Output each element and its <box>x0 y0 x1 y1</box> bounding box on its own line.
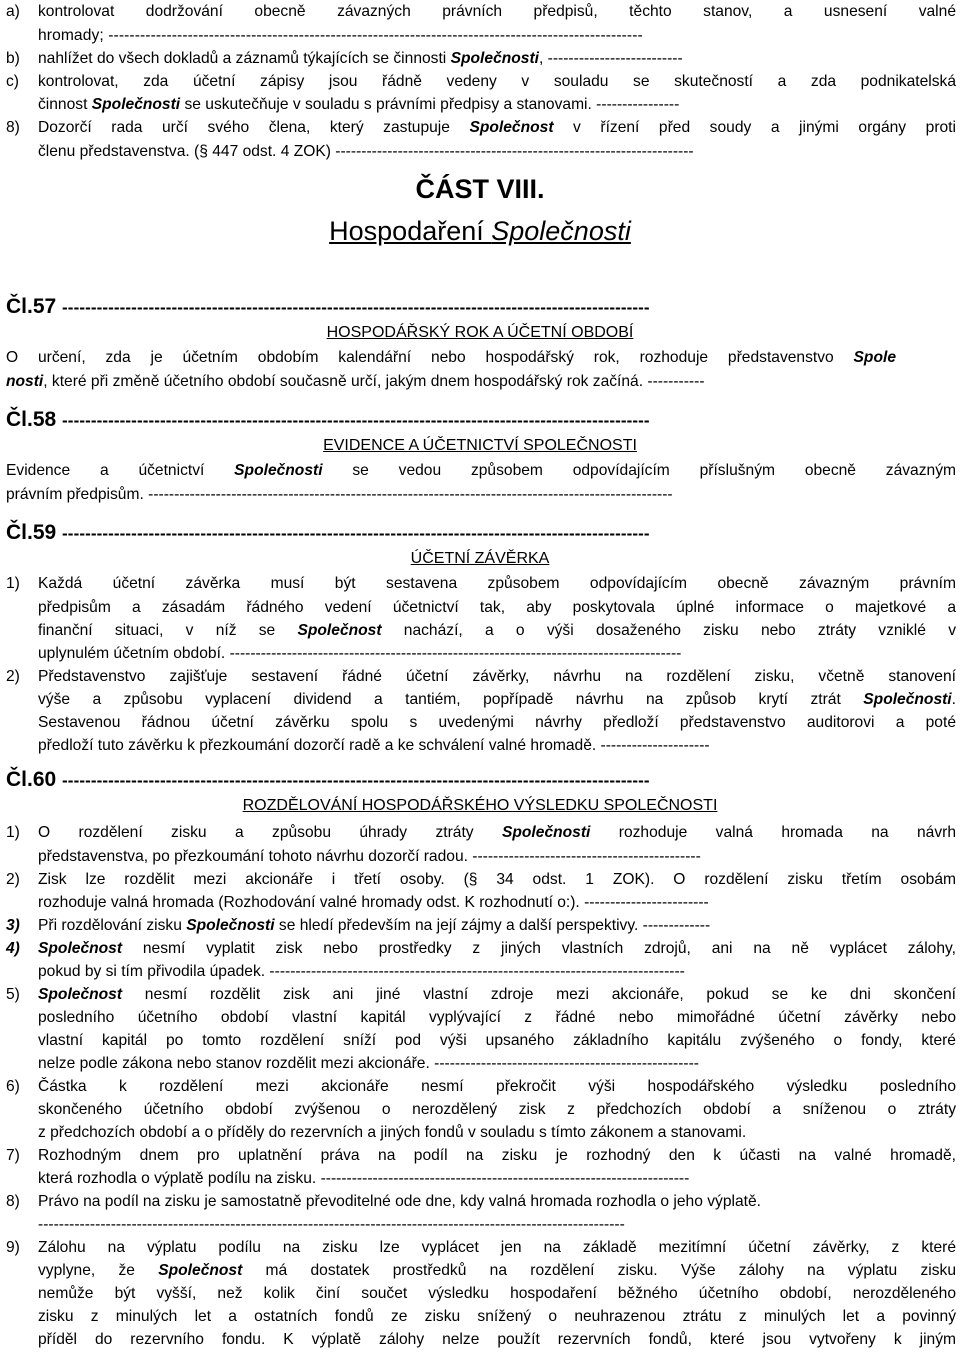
spolecnost-term: Společnosti <box>91 96 181 113</box>
item-a-line2: hromady; ----------------------------------------------------------------------------------------------------- <box>38 27 643 44</box>
article-60-p9-line4: zisku z minulých let a ostatních fondů ze zisku snížený o neuhrazenou ztrátu z minulých let a povinný <box>38 1308 956 1325</box>
article-57-line2: nosti, které při změně účetního období současně určí, jakým dnem hospodářský rok začíná. ----------- <box>6 373 705 390</box>
article-59-p1-line3: finanční situaci, v níž se Společnost nachází, a o výši dosaženého zisku nebo ztráty vzniklé v <box>38 622 956 639</box>
item-c-line2: činnost Společnosti se uskutečňuje v souladu s právními předpisy a stanovami. ---------------- <box>38 96 680 113</box>
article-60-p1-line2: představenstva, po přezkoumání tohoto návrhu dozorčí radou. -------------------------------------------- <box>38 848 701 865</box>
spolecnost-term: Společnost <box>158 1262 243 1279</box>
paragraph-label-1: 1) <box>6 575 20 592</box>
article-60-p8-line2: ----------------------------------------------------------------------------------------------------------------- <box>38 1216 625 1233</box>
paragraph-label-2: 2) <box>6 668 20 685</box>
spolecnost-term: Společnost <box>38 940 123 957</box>
article-60-p4-line2: pokud by si tím přivodila úpadek. -------------------------------------------------------------------------------- <box>38 963 685 980</box>
article-60-p3-line1: Při rozdělování zisku Společnosti se hledí především na její zájmy a další perspektivy. ------------- <box>38 917 711 934</box>
article-57-number: Čl.57 ------------------------------------------------------------------------------------------------------ <box>6 295 650 318</box>
article-59-p2-line1: Představenstvo zajišťuje sestavení řádné účetní závěrky, návrhu na rozdělení zisku, včetně stanovení <box>38 668 956 685</box>
article-60-p8-line1: Právo na podíl na zisku je samostatně převoditelné ode dne, kdy valná hromada rozhodla o jeho výplatě. <box>38 1193 761 1210</box>
article-59-heading: ÚČETNÍ ZÁVĚRKA <box>410 550 550 567</box>
article-59-number: Čl.59 ------------------------------------------------------------------------------------------------------ <box>6 521 650 544</box>
article-60-p6-line2: skončeného účetního období zvýšenou o nerozdělený zisk z předchozích období a sníženou o ztráty <box>38 1101 956 1118</box>
paragraph-8-line2: členu představenstva. (§ 447 odst. 4 ZOK) --------------------------------------------------------------------- <box>38 143 694 160</box>
paragraph-label-6: 6) <box>6 1078 20 1095</box>
article-60-p7-line2: která rozhodla o výplatě podílu na zisku. ----------------------------------------------------------------------- <box>38 1170 690 1187</box>
article-58-line1: Evidence a účetnictví Společnosti se vedou způsobem odpovídajícím příslušným obecně závazným <box>6 462 956 479</box>
item-label-c: c) <box>6 73 19 90</box>
article-60-p6-line3: z předchozích období a o příděly do rezervních a jiných fondů v souladu s tímto zákonem a stanovami. <box>38 1124 747 1141</box>
paragraph-label-5: 5) <box>6 986 20 1003</box>
paragraph-label-2: 2) <box>6 871 20 888</box>
article-57-heading: HOSPODÁŘSKÝ ROK A ÚČETNÍ OBDOBÍ <box>326 324 634 341</box>
spolecnost-term: Společnosti <box>863 691 952 708</box>
spolecnost-term: Společnost <box>297 622 382 639</box>
item-label-a: a) <box>6 3 20 20</box>
item-b-line: nahlížet do všech dokladů a záznamů týkajících se činnosti Společnosti, -------------------------- <box>38 50 683 67</box>
article-57-line1: O určení, zda je účetním obdobím kalendářní nebo hospodářský rok, rozhoduje představenstvo Spole <box>6 349 896 366</box>
part-subtitle: Hospodaření Společnosti <box>329 216 631 246</box>
item-label-b: b) <box>6 50 20 67</box>
paragraph-label-8: 8) <box>6 119 20 136</box>
article-60-p5-line3: vlastní kapitál po tomto rozdělení sníží pod výši upsaného základního kapitálu zvýšeného o fondy, které <box>38 1032 956 1049</box>
paragraph-8-line1: Dozorčí rada určí svého člena, který zastupuje Společnost v řízení před soudy a jinými orgány proti <box>38 119 956 136</box>
item-c-line1: kontrolovat, zda účetní zápisy jsou řádně vedeny v souladu se skutečností a zda podnikatelská <box>38 73 956 90</box>
spolecnost-term: Společnosti <box>501 824 591 841</box>
article-59-p2-line2: výše a způsobu vyplacení dividend a tantiém, popřípadě návrhu na způsob krytí ztrát Společnosti. <box>38 691 956 708</box>
article-60-p9-line2: vyplyne, že Společnost má dostatek prostředků na rozdělení zisku. Výše zálohy na výplatu zisku <box>38 1262 956 1279</box>
spolecnost-term: Společnost <box>469 119 554 136</box>
article-59-p1-line4: uplynulém účetním období. --------------------------------------------------------------------------------------- <box>38 645 682 662</box>
article-59-p1-line1: Každá účetní závěrka musí být sestavena způsobem odpovídajícím obecně závazným právním <box>38 575 956 592</box>
article-59-p1-line2: předpisům a zásadám řádného vedení účetnictví tak, aby poskytovala úplné informace o majetkové a <box>38 599 956 616</box>
spolecnost-term: Společnosti <box>450 50 539 67</box>
article-58-number: Čl.58 ------------------------------------------------------------------------------------------------------ <box>6 408 650 431</box>
article-60-p7-line1: Rozhodným dnem pro uplatnění práva na podíl na zisku je rozhodný den k účasti na valné hromadě, <box>38 1147 956 1164</box>
article-60-p9-line5: příděl do rezervního fondu. K výplatě zálohy nelze použít rezervních fondů, které jsou vytvořeny k jiným <box>38 1331 956 1348</box>
paragraph-label-4: 4) <box>6 940 20 957</box>
article-60-number: Čl.60 ------------------------------------------------------------------------------------------------------ <box>6 768 650 791</box>
article-59-p2-line4: předloží tuto závěrku k přezkoumání dozorčí radě a ke schválení valné hromadě. --------------------- <box>38 737 710 754</box>
article-60-p2-line1: Zisk lze rozdělit mezi akcionáře i třetí osoby. (§ 34 odst. 1 ZOK). O rozdělení zisku třetím osobám <box>38 871 956 888</box>
spolecnost-term: Společnosti <box>234 462 323 479</box>
paragraph-label-3: 3) <box>6 917 20 934</box>
paragraph-label-1: 1) <box>6 824 20 841</box>
article-59-p2-line3: Sestavenou řádnou účetní závěrku spolu s uvedenými návrhy předloží představenstvo auditorovi a poté <box>38 714 956 731</box>
paragraph-label-7: 7) <box>6 1147 20 1164</box>
article-60-p5-line1: Společnost nesmí rozdělit zisk ani jiné vlastní zdroje mezi akcionáře, pokud se ke dni skončení <box>38 986 956 1003</box>
article-58-heading: EVIDENCE A ÚČETNICTVÍ SPOLEČNOSTI <box>323 437 637 454</box>
article-60-p5-line4: nelze podle zákona nebo stanov rozdělit mezi akcionáře. --------------------------------------------------- <box>38 1055 699 1072</box>
paragraph-label-9: 9) <box>6 1239 20 1256</box>
article-60-p6-line1: Částka k rozdělení mezi akcionáře nesmí překročit výši hospodářského výsledku posledního <box>38 1078 956 1095</box>
spolecnost-term: Společnost <box>38 986 123 1003</box>
spolecnost-term: Společnosti <box>186 917 275 934</box>
article-58-line2: právním předpisům. ----------------------------------------------------------------------------------------------------- <box>6 486 673 503</box>
article-60-p9-line3: nemůže být vyšší, než kolik činí součet výsledku hospodaření běžného účetního období, nerozděleného <box>38 1285 956 1302</box>
article-60-p1-line1: O rozdělení zisku a způsobu úhrady ztráty Společnosti rozhoduje valná hromada na návrh <box>38 824 956 841</box>
item-a-line1: kontrolovat dodržování obecně závazných právních předpisů, těchto stanov, a usnesení valné <box>38 3 956 20</box>
article-60-p9-line1: Zálohu na výplatu podílu na zisku lze vyplácet jen na základě mezitímní účetní závěrky, z které <box>38 1239 956 1256</box>
article-60-p2-line2: rozhoduje valná hromada (Rozhodování valné hromady odst. K rozhodnutí o:). ------------------------ <box>38 894 709 911</box>
paragraph-label-8: 8) <box>6 1193 20 1210</box>
article-60-p5-line2: posledního účetního období vlastní kapitál vyplývající z řádné nebo mimořádné účetní závěrky nebo <box>38 1009 956 1026</box>
article-60-p4-line1: Společnost nesmí vyplatit zisk nebo prostředky z jiných vlastních zdrojů, ani na ně vyplácet zálohy, <box>38 940 956 957</box>
article-60-heading: ROZDĚLOVÁNÍ HOSPODÁŘSKÉHO VÝSLEDKU SPOLEČNOSTI <box>242 797 718 814</box>
part-title: ČÁST VIII. <box>415 174 545 204</box>
